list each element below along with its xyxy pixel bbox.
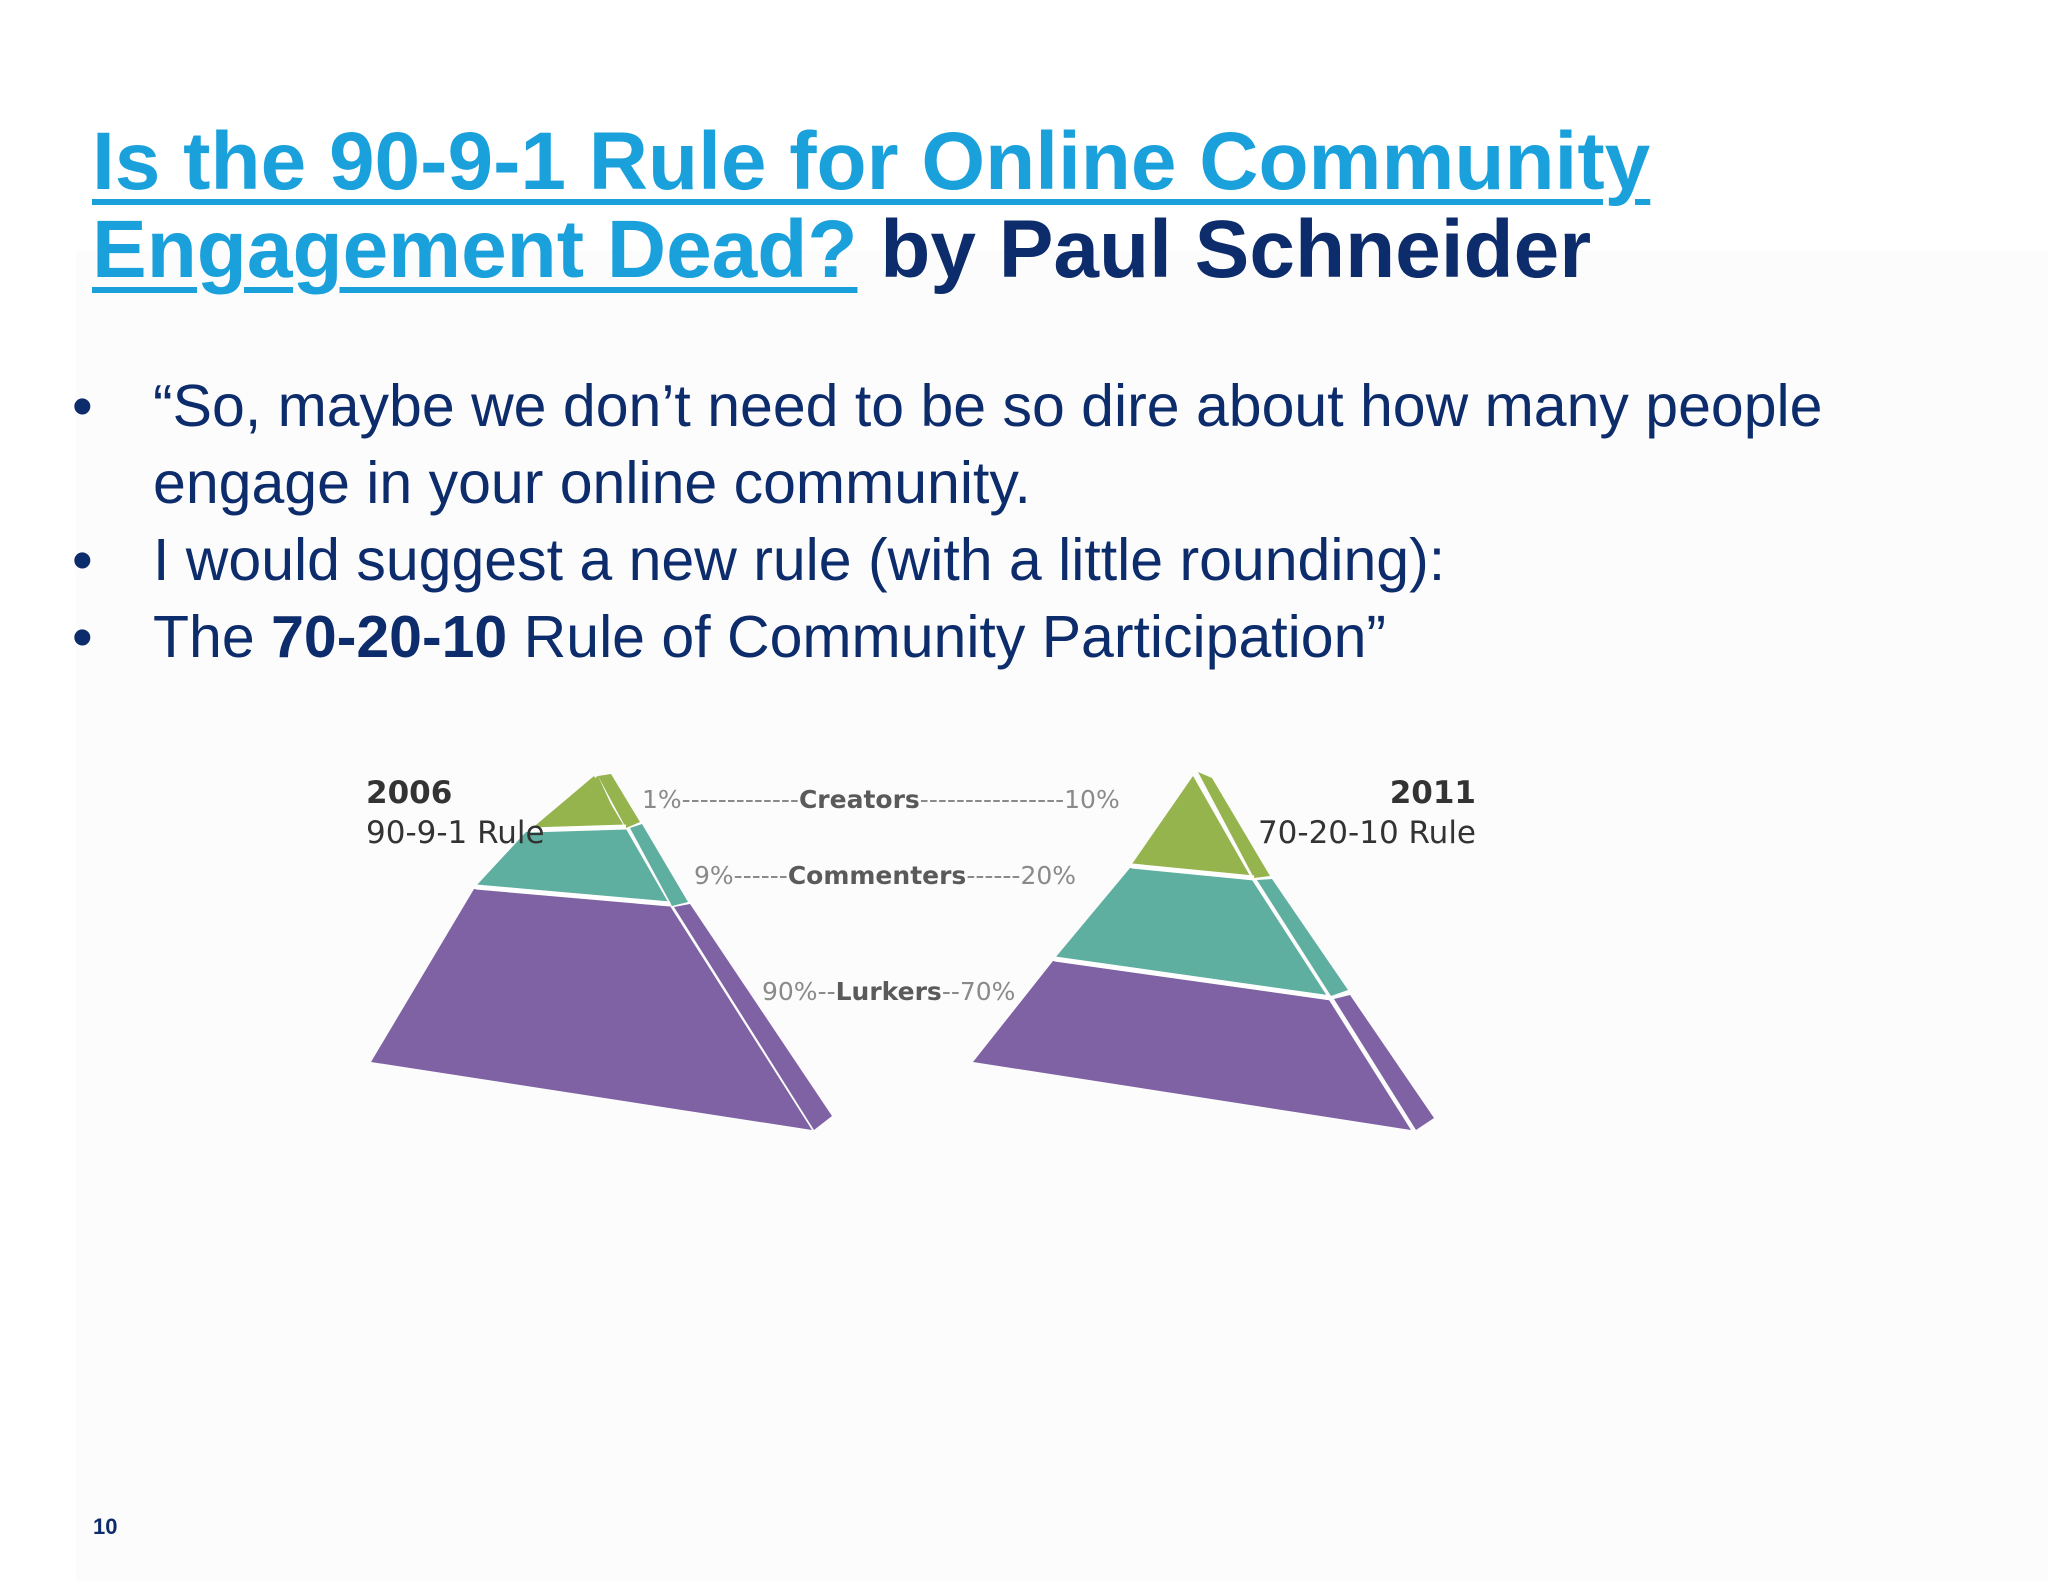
left-rule-label: 90-9-1 Rule xyxy=(366,815,545,851)
bullet-marker: • xyxy=(72,527,93,593)
bullet-text-suffix: Rule of Community Participation” xyxy=(507,604,1387,670)
leader-dashes: -- xyxy=(817,977,836,1006)
right-year-label: 2011 xyxy=(1389,775,1476,811)
commenters-2011-value: 20% xyxy=(1020,861,1077,890)
bullet-marker: • xyxy=(72,604,93,670)
commenters-2006-value: 9% xyxy=(694,861,734,890)
article-title-link[interactable]: Is the 90-9-1 Rule for Online Community Engagement Dead? xyxy=(92,116,1651,295)
lurkers-label: Lurkers xyxy=(835,977,942,1006)
leader-dashes: ------------- xyxy=(681,785,799,814)
right-rule-label: 70-20-10 Rule xyxy=(1257,815,1476,851)
title-author: by Paul Schneider xyxy=(857,204,1592,295)
commenters-label: Commenters xyxy=(787,861,967,890)
creators-2006-value: 1% xyxy=(642,785,682,814)
bullet-marker: • xyxy=(72,373,93,439)
lurkers-2011-value: 70% xyxy=(959,977,1016,1006)
creators-row xyxy=(642,785,1120,814)
lurkers-2006-value: 90% xyxy=(762,977,818,1006)
leader-dashes: ------ xyxy=(733,861,788,890)
leader-dashes: -- xyxy=(941,977,960,1006)
bullet-text-prefix: The xyxy=(153,604,272,670)
rule-highlight: 70-20-10 xyxy=(271,604,508,670)
creators-2011-value: 10% xyxy=(1064,785,1120,814)
lurkers-row xyxy=(762,977,1015,1006)
page-number: 10 xyxy=(93,1514,118,1539)
bullet-text: I would suggest a new rule (with a little rounding): xyxy=(153,527,1446,593)
leader-dashes: ---------------- xyxy=(919,785,1065,814)
bullet-text: “So, maybe we don’t need to be so dire about how many people engage in your online community. xyxy=(153,373,1823,516)
left-year-label: 2006 xyxy=(366,775,453,811)
commenters-row xyxy=(694,861,1076,890)
leader-dashes: ------ xyxy=(966,861,1021,890)
creators-label: Creators xyxy=(798,785,920,814)
